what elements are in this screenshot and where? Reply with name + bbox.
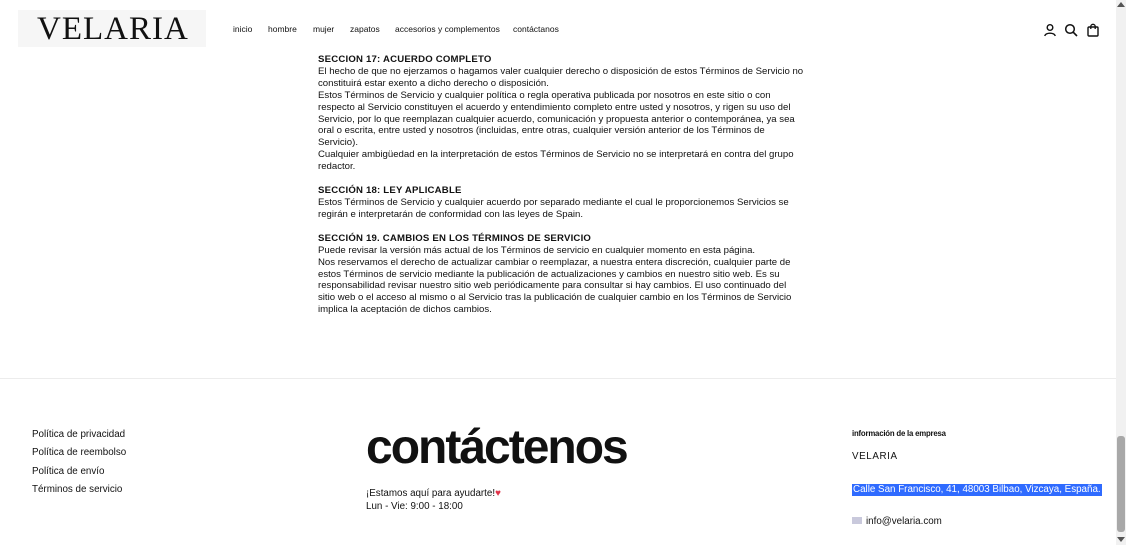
- section-19-paragraph: Nos reservamos el derecho de actualizar cambiar o reemplazar, a nuestra entera discreción, cualquier parte de estos Términos de servicio mediante la publicación de actualizaciones y cambios en nuestro sitio web. Es su responsabilidad revisar nuestro sitio web periódicamente para consultar si hay cambios. El uso continuado del sitio web o el acceso al mismo o al Servicio tras la publicación de cualquier cambio en los Términos de Servicio implica la aceptación de dichos cambios.: [318, 256, 792, 316]
- nav-item-mujer[interactable]: mujer: [313, 24, 335, 34]
- nav-item-inicio[interactable]: inicio: [233, 24, 253, 34]
- business-hours: Lun - Vie: 9:00 - 18:00: [366, 500, 463, 512]
- scroll-down-icon[interactable]: [1117, 537, 1125, 542]
- site-logo[interactable]: VELARIA: [37, 11, 189, 47]
- mail-icon: [852, 517, 862, 524]
- section-18: [318, 185, 804, 221]
- company-address[interactable]: Calle San Francisco, 41, 48003 Bilbao, Vizcaya, España.: [853, 484, 1101, 495]
- nav-item-contactanos[interactable]: contáctanos: [513, 24, 559, 34]
- section-19-title: SECCIÓN 19. CAMBIOS EN LOS TÉRMINOS DE SERVICIO: [318, 232, 592, 244]
- scrollbar-thumb[interactable]: [1117, 436, 1125, 532]
- footer-divider: [0, 378, 1116, 379]
- nav-item-zapatos[interactable]: zapatos: [350, 24, 380, 34]
- help-text: ¡Estamos aquí para ayudarte!: [366, 488, 496, 499]
- section-18-paragraph: Estos Términos de Servicio y cualquier acuerdo por separado mediante el cual le proporcionemos Servicios se regirán e interpretarán de conformidad con las leyes de Spain.: [318, 196, 789, 220]
- search-icon[interactable]: [1064, 23, 1078, 37]
- site-header: [0, 0, 1116, 58]
- privacy-policy-link[interactable]: Política de privacidad: [32, 429, 126, 440]
- email-text[interactable]: info@velaria.com: [866, 516, 942, 527]
- section-19-paragraph: Puede revisar la versión más actual de los Términos de servicio en cualquier momento en esta página.: [318, 244, 756, 256]
- section-18-title: SECCIÓN 18: LEY APLICABLE: [318, 185, 462, 197]
- company-email[interactable]: [852, 516, 942, 527]
- terms-content: [318, 54, 804, 328]
- nav-item-hombre[interactable]: hombre: [268, 24, 297, 34]
- section-17-paragraph: Cualquier ambigüedad en la interpretación de estos Términos de Servicio no se interpretará en contra del grupo redactor.: [318, 149, 794, 173]
- section-19: [318, 233, 804, 316]
- user-icon[interactable]: [1043, 23, 1057, 37]
- section-17-paragraph: Estos Términos de Servicio y cualquier política o regla operativa publicada por nosotros en este sitio o con respecto al Servicio constituyen el acuerdo y entendimiento completo entre usted y nosotros, y rigen su uso del Servicio, por lo que reemplazan cualquier acuerdo, comunicación y propuesta anterior o contemporánea, ya sea oral o escrita, entre usted y nosotros (incluidas, entre otras, cualquier versión anterior de los Términos de Servicio).: [318, 89, 795, 149]
- cart-icon[interactable]: [1086, 23, 1100, 37]
- footer-policy-links: [32, 429, 126, 503]
- shipping-policy-link[interactable]: Política de envío: [32, 465, 105, 477]
- section-17-title: SECCION 17: ACUERDO COMPLETO: [318, 54, 492, 65]
- nav-item-accesorios[interactable]: accesorios y complementos: [395, 24, 500, 34]
- scroll-up-icon[interactable]: [1117, 2, 1125, 7]
- refund-policy-link[interactable]: Política de reembolso: [32, 447, 127, 459]
- contact-help: [366, 488, 501, 513]
- heart-icon: ♥: [495, 488, 501, 499]
- section-17: [318, 54, 804, 173]
- company-name: VELARIA: [852, 451, 898, 462]
- terms-of-service-link[interactable]: Términos de servicio: [32, 484, 123, 496]
- company-info-heading: información de la empresa: [852, 429, 946, 438]
- page-scrollbar[interactable]: [1116, 0, 1126, 545]
- section-17-paragraph: El hecho de que no ejerzamos o hagamos valer cualquier derecho o disposición de estos Términos de Servicio no constituirá estar exento a dicho derecho o disposición.: [318, 65, 804, 89]
- contact-heading: contáctenos: [366, 421, 627, 474]
